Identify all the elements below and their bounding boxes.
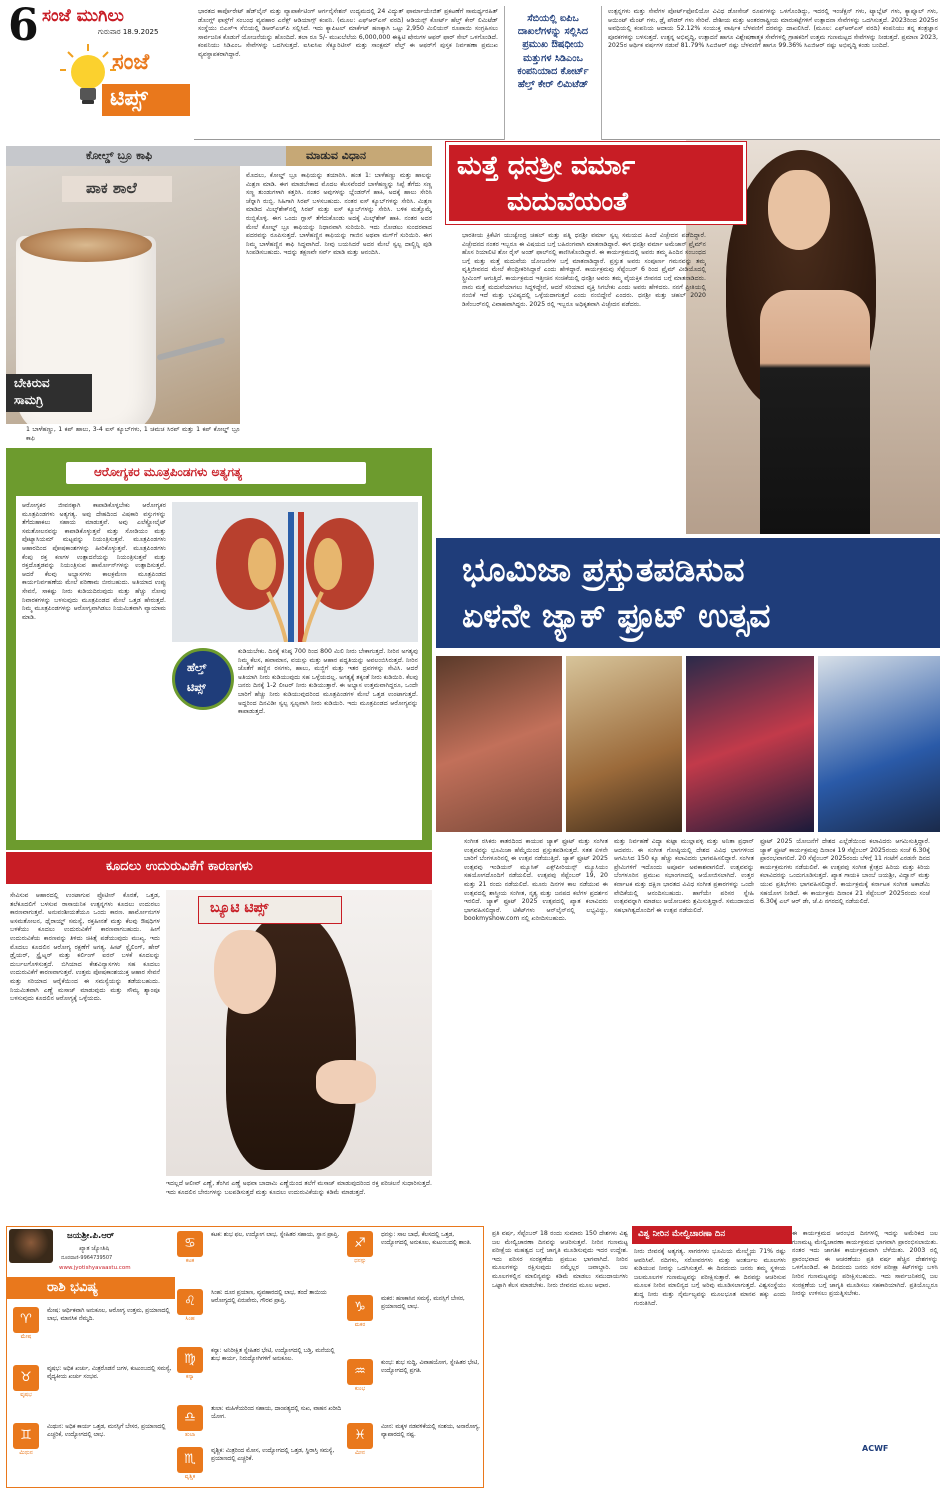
hair-caption: ಇದಲ್ಲದೆ ಆಲೀವ್ ಎಣ್ಣೆ, ತೆಂಗಿನ ಎಣ್ಣೆ ಅಥವಾ ಬಾದಾಮಿ ಎಣ್ಣೆಯಿಂದ ತಲೆಗೆ ಮಸಾಜ್ ಮಾಡುವುದರಿಂದ ರಕ್ತ ಪರಿಚಲನೆ ಸುಧಾರಿಸುತ್ತದೆ. ಇದು ಕೂದಲಿನ ಬೇರುಗಳನ್ನು ಬಲಪಡಿಸುತ್ತದೆ ಮತ್ತು ಕೂದಲು ಉದುರುವಿಕೆಯನ್ನು ಕಡಿಮೆ ಮಾಡುತ್ತದೆ. (166, 1180, 432, 1196)
ingredients-label-2: ಸಾಮಗ್ರಿ (14, 393, 44, 407)
zodiac-icon-11: ♒ (347, 1359, 373, 1385)
top-story-col3: ಉತ್ಪನ್ನಗಳು ಮತ್ತು ಸೇವೆಗಳ ಪೋರ್ಟ್‌ಫೋಲಿಯೋ ವಿವಿಧ ಡೋಸೇಜ್ ರೂಪಗಳನ್ನು ಒಳಗೊಂಡಿದ್ದು, ಇದರಲ್ಲಿ ಇಂಜೆಕ್ಷನ್ ಗಳು, ಟ್ಯಾಬ್ಲೆಟ್ ಗಳು, ಕ್ಯಾಪ್ಸೂಲ್ ಗಳು, ಆಯಿಂಟ್ ಮೆಂಟ್ ಗಳು, ಡ್ರೈ ಪೌಡರ್ ಗಳು ಸೇರಿವೆ. ದೇಶೀಯ ಮತ್ತು ಅಂತರರಾಷ್ಟ್ರೀಯ ಮಾರುಕಟ್ಟೆಗಳಿಗೆ ಉತ್ಪಾದನಾ ಸೇವೆಗಳನ್ನು ಒದಗಿಸುತ್ತದೆ. 2023ರಿಂದ 2025ರ ಅವಧಿಯಲ್ಲಿ ಕಂಪನಿಯ ಆದಾಯ 52.12% ಸಂಯುಕ್ತ ವಾರ್ಷಿಕ ಬೆಳವಣಿಗೆ ದರವನ್ನು ದಾಖಲಿಸಿದೆ. (ಮೂಲ: ಎಫ್‌ಆರ್‌ಎಸ್ ವರದಿ) ಕಂಪನಿಯು ತನ್ನ ತಂತ್ರಜ್ಞಾನ ಪೂರಕಗಳನ್ನು ಬಳಸುತ್ತದೆ. ಉತ್ಪನ್ನ ಅಭಿವೃದ್ಧಿ, ಉತ್ಪಾದನೆ ಹಾಗೂ ವಿಶ್ಲೇಷಣಾತ್ಮಕ ಸೇವೆಗಳಲ್ಲಿ ಗ್ರಾಹಕರಿಗೆ ಉತ್ತಮ ಗುಣಮಟ್ಟದ ಸೇವೆಗಳನ್ನು ನೀಡುತ್ತದೆ. ಪ್ರಮಾಣ 2023, 2025ರ ಆರ್ಥಿಕ ವರ್ಷಗಳ ನಡುವೆ 81.79% ಸಿಎಜಿಆರ್ ನಷ್ಟು ಬೆಳವಣಿಗೆ ಹಾಗೂ 99.36% ಸಿಎಜಿಆರ್ ನಷ್ಟು ಅಭಿವೃದ್ಧಿ ಕಂಡು ಬಂದಿದೆ. (608, 8, 938, 50)
jackfruit-section (436, 538, 940, 1224)
health-badge-1: ಹೆಲ್ತ್ (187, 661, 207, 674)
zodiac-icon-3: ♊ (13, 1423, 39, 1449)
jackfruit-col2: ಮತ್ತು ನಿರ್ವಹಣೆ ವಿದ್ಯಾ ಕುಟ್ಟಾ ಮುಲ್ಲಾಪಳ್ಳಿ ಮತ್ತು ಅನಿತಾ ಪ್ರಧಾನ್ ಆದವರು. ಈ ಸಂಗೀತ ಗೋಷ್ಠಿಯಲ್ಲಿ ದೇಶದ ವಿವಿಧ ಭಾಗಗಳಿಂದ ಆಗಮಿಸಿದ 150 ಕ್ಕೂ ಹೆಚ್ಚು ಕಲಾವಿದರು ಭಾಗವಹಿಸಲಿದ್ದಾರೆ. ಸಂಗೀತ ಪ್ರೇಮಿಗಳಿಗೆ ಇದೊಂದು ಅಪೂರ್ವ ಅವಕಾಶವಾಗಲಿದೆ. ಉತ್ಸವವನ್ನು ಬೆಂಗಳೂರಿನ ಪ್ರಮುಖ ಸಭಾಂಗಣದಲ್ಲಿ ಆಯೋಜಿಸಲಾಗಿದೆ. ಉತ್ತರ ಕರ್ನಾಟಕ ಮತ್ತು ದಕ್ಷಿಣ ಭಾರತದ ವಿವಿಧ ಸಂಗೀತ ಪ್ರಕಾರಗಳನ್ನು ಒಂದೇ ವೇದಿಕೆಯಲ್ಲಿ ಆನಂದಿಸಬಹುದು. ಹಾಗೆಯೇ ಪರಿಸರ ಸ್ನೇಹಿ ಉತ್ಸವವನ್ನಾಗಿ ಮಾಡಲು ಆಯೋಜಕರು ಶ್ರಮಿಸುತ್ತಿದ್ದಾರೆ. ಸಮುದಾಯದ ಸಹಭಾಗಿತ್ವದೊಂದಿಗೆ ಈ ಉತ್ಸವ ನಡೆಯಲಿದೆ. (614, 838, 754, 914)
astrologer-name: ಜಯಶ್ರೀ.ಪಿ.ಆರ್ (67, 1231, 115, 1241)
water-day-col2: ನೀರು ಜೀವನಕ್ಕೆ ಅತ್ಯಗತ್ಯ. ಸಾಗರಗಳು ಭೂಮಿಯ ಮೇಲ್ಮೈಯ 71% ರಷ್ಟು ಆವರಿಸಿವೆ. ನದಿಗಳು, ಸರೋವರಗಳು ಮತ್ತು ಅಂತರ್ಜಲ ಮೂಲಗಳು ಕುಡಿಯುವ ನೀರನ್ನು ಒದಗಿಸುತ್ತವೆ. ಈ ದಿನದಂದು ಜನರು ತಮ್ಮ ಸ್ಥಳೀಯ ಜಲಮೂಲಗಳ ಗುಣಮಟ್ಟವನ್ನು ಪರೀಕ್ಷಿಸುತ್ತಾರೆ. ಈ ದಿನವನ್ನು ಆಚರಿಸುವ ಮೂಲಕ ನೀರಿನ ಮಾಲಿನ್ಯದ ಬಗ್ಗೆ ಅರಿವು ಮೂಡಿಸಲಾಗುತ್ತದೆ. ವಿಶ್ವಸಂಸ್ಥೆಯು ಶುದ್ಧ ನೀರು ಮತ್ತು ನೈರ್ಮಲ್ಯವನ್ನು ಮೂಲಭೂತ ಮಾನವ ಹಕ್ಕು ಎಂದು ಗುರುತಿಸಿದೆ. (634, 1248, 786, 1307)
jackfruit-photos (436, 656, 940, 832)
zodiac-name: ಕನ್ಯಾ (185, 1374, 195, 1380)
astrologer-title: ಖ್ಯಾತ ಜ್ಯೋತಿಷಿ (79, 1245, 110, 1252)
zodiac-name: ವೃಶ್ಚಿಕ (184, 1474, 196, 1480)
zodiac-name: ಕುಂಭ (354, 1386, 366, 1392)
artist-photo-violin (566, 656, 682, 832)
jackfruit-title-1: ಭೂಮಿಜಾ ಪ್ರಸ್ತುತಪಡಿಸುವ (462, 550, 745, 589)
zodiac-text: ಧನಸ್ಸು: ಸಾಲ ಬಾಧೆ, ಕೆಲಸದಲ್ಲಿ ಒತ್ತಡ, ಉದ್ಯೋಗದಲ್ಲಿ ಅನುಕೂಲ, ಕುಟುಂಬದಲ್ಲಿ ಶಾಂತಿ. (381, 1232, 472, 1246)
date-line: ಗುರುವಾರ 18.9.2025 (98, 28, 159, 36)
water-day-col1: ಪ್ರತಿ ವರ್ಷ, ಸೆಪ್ಟೆಂಬರ್ 18 ರಂದು ಸುಮಾರು 150 ದೇಶಗಳು ವಿಶ್ವ ಜಲ ಮೇಲ್ವಿಚಾರಣಾ ದಿನವನ್ನು ಆಚರಿಸುತ್ತವೆ. ನೀರಿನ ಗುಣಮಟ್ಟ ಪರೀಕ್ಷೆಯ ಮಹತ್ವದ ಬಗ್ಗೆ ಜಾಗೃತಿ ಮೂಡಿಸುವುದು ಇದರ ಉದ್ದೇಶ. ಇದು ಪರಿಸರ ಸಂರಕ್ಷಣೆಯ ಪ್ರಮುಖ ಭಾಗವಾಗಿದೆ. ನೀರಿನ ಮೂಲಗಳನ್ನು ರಕ್ಷಿಸುವುದು ನಮ್ಮೆಲ್ಲರ ಜವಾಬ್ದಾರಿ. ಜಲ ಮೂಲಗಳಲ್ಲಿನ ಮಾಲಿನ್ಯವನ್ನು ಕಡಿಮೆ ಮಾಡಲು ಸಮುದಾಯಗಳು ಒಟ್ಟಾಗಿ ಕೆಲಸ ಮಾಡಬೇಕು. ನೀರು ಜೀವನದ ಮೂಲ ಆಧಾರ. (492, 1230, 628, 1289)
zodiac-name: ಮೀನ (355, 1450, 365, 1456)
zodiac-text: ಮೇಷ: ಆರ್ಥಿಕವಾಗಿ ಅನುಕೂಲ, ಆರೋಗ್ಯ ಉತ್ತಮ, ಪ್ರಯಾಣದಲ್ಲಿ ಲಾಭ, ಮಾನಸಿಕ ನೆಮ್ಮದಿ. (47, 1308, 170, 1322)
section-title-tips: ಟಿಪ್ಸ್ (110, 86, 148, 111)
zodiac-icon-7: ♎ (177, 1405, 203, 1431)
zodiac-text: ಸಿಂಹ: ದೂರ ಪ್ರಯಾಣ, ವ್ಯವಹಾರದಲ್ಲಿ ಲಾಭ, ತಂದೆ ತಾಯಿಯ ಆರೋಗ್ಯದಲ್ಲಿ ಏರುಪೇರು, ಗೌರವ ಪ್ರಾಪ್ತಿ. (211, 1290, 327, 1304)
zodiac-name: ಸಿಂಹ (185, 1316, 195, 1322)
jackfruit-col3: ಫ್ರೂಟ್ 2025 ಯೋಜನೆಗೆ ದೇಶದ ಎಲ್ಲೆಡೆಯಿಂದ ಕಲಾವಿದರು ಆಗಮಿಸುತ್ತಿದ್ದಾರೆ. ಜ್ಯಾಕ್ ಫ್ರೂಟ್ ಕಾರ್ಯಕ್ರಮವು ದಿನಾಂಕ 19 ಸೆಪ್ಟೆಂಬರ್ 2025ರಂದು ಸಂಜೆ 6.30ಕ್ಕೆ ಪ್ರಾರಂಭವಾಗಲಿದೆ. 20 ಸೆಪ್ಟೆಂಬರ್ 2025ರಂದು ಬೆಳಿಗ್ಗೆ 11 ಗಂಟೆಗೆ ಎರಡನೇ ದಿನದ ಕಾರ್ಯಕ್ರಮಗಳು ನಡೆಯಲಿವೆ. ಈ ಉತ್ಸವವು ಸಂಗೀತ ಕ್ಷೇತ್ರದ ಹಿರಿಯ ಮತ್ತು ಕಿರಿಯ ಕಲಾವಿದರನ್ನು ಒಂದುಗೂಡಿಸುತ್ತದೆ. ಖ್ಯಾತ ಗಾಯಕಿ ಬಾಂಬೆ ಜಯಶ್ರೀ, ವಿದ್ವಾನ್ ಮತ್ತು ಯುವ ಪ್ರತಿಭೆಗಳು ಭಾಗವಹಿಸಲಿದ್ದಾರೆ. ಕಾರ್ಯಕ್ರಮಕ್ಕೆ ಕರ್ನಾಟಕ ಸಂಗೀತ ಅಕಾಡೆಮಿ ಸಹಯೋಗ ನೀಡಿದೆ. ಈ ಕಾರ್ಯಕ್ರಮ ದಿನಾಂಕ 21 ಸೆಪ್ಟೆಂಬರ್ 2025ರಂದು ಸಂಜೆ 6.30ಕ್ಕೆ ಎಲ್ ಆರ್ ಡೇ, ಜೆ.ಪಿ ನಗರದಲ್ಲಿ ನಡೆಯಲಿದೆ. (760, 838, 930, 906)
kidney-title: ಆರೋಗ್ಯಕರ ಮೂತ್ರಪಿಂಡಗಳು ಅತ್ಯಗತ್ಯ (94, 465, 242, 479)
artist-photo-guitar (818, 656, 940, 832)
jackfruit-col1: ಸಂಗೀತ ರಸಿಕರು ಕಾತರದಿಂದ ಕಾಯುವ ಜ್ಯಾಕ್ ಫ್ರೂಟ್ ಮತ್ತು ಸಂಗೀತ ಉತ್ಸವವನ್ನು ಭೂಮಿಜಾ ಹೆಮ್ಮೆಯಿಂದ ಪ್ರಸ್ತುತಪಡಿಸುತ್ತದೆ. ಸತತ ಏಳನೇ ಬಾರಿಗೆ ಬೆಂಗಳೂರಿನಲ್ಲಿ ಈ ಉತ್ಸವ ನಡೆಯುತ್ತಿದೆ. ಜ್ಯಾಕ್ ಫ್ರೂಟ್ 2025 ಉತ್ಸವವು ಇಂಡಿಯನ್ ಮ್ಯೂಸಿಕ್ ಎಕ್ಸ್‌ಪೀರಿಯನ್ಸ್ ಮ್ಯೂಸಿಯಂ ಸಹಯೋಗದೊಂದಿಗೆ ನಡೆಯಲಿದೆ. ಉತ್ಸವವು ಸೆಪ್ಟೆಂಬರ್ 19, 20 ಮತ್ತು 21 ರಂದು ನಡೆಯಲಿದೆ. ಮೂರು ದಿನಗಳ ಕಾಲ ನಡೆಯುವ ಈ ಉತ್ಸವದಲ್ಲಿ ಶಾಸ್ತ್ರೀಯ ಸಂಗೀತ, ನೃತ್ಯ ಮತ್ತು ಜನಪದ ಕಲೆಗಳ ಪ್ರದರ್ಶನ ಇರಲಿದೆ. ಜ್ಯಾಕ್ ಫ್ರೂಟ್ 2025 ಉತ್ಸವದಲ್ಲಿ ಖ್ಯಾತ ಕಲಾವಿದರು ಭಾಗವಹಿಸಲಿದ್ದಾರೆ. ಟಿಕೆಟ್‌ಗಳು ಆನ್‌ಲೈನ್‌ನಲ್ಲಿ ಲಭ್ಯವಿದ್ದು, bookmyshow.com ನಲ್ಲಿ ಖರೀದಿಸಬಹುದು. (464, 838, 608, 923)
water-day-col3: ಈ ಕಾರ್ಯಕ್ರಮದ ಆರಂಭದ ದಿನಗಳಲ್ಲಿ ಇದನ್ನು ಅಮೆರಿಕದ ಜಲ ಗುಣಮಟ್ಟ ಮೇಲ್ವಿಚಾರಣಾ ಕಾರ್ಯಕ್ರಮದ ಭಾಗವಾಗಿ ಪ್ರಾರಂಭಿಸಲಾಯಿತು. ನಂತರ ಇದು ಜಾಗತಿಕ ಕಾರ್ಯಕ್ರಮವಾಗಿ ಬೆಳೆಯಿತು. 2003 ರಲ್ಲಿ ಪ್ರಾರಂಭವಾದ ಈ ಆಚರಣೆಯು ಪ್ರತಿ ವರ್ಷ ಹೆಚ್ಚಿನ ದೇಶಗಳನ್ನು ಒಳಗೊಂಡಿದೆ. ಈ ದಿನದಂದು ಜನರು ಸರಳ ಪರೀಕ್ಷಾ ಕಿಟ್‌ಗಳನ್ನು ಬಳಸಿ ನೀರಿನ ಗುಣಮಟ್ಟವನ್ನು ಪರೀಕ್ಷಿಸಬಹುದು. ಇದು ಸಾರ್ವಜನಿಕರಲ್ಲಿ ಜಲ ಸಂರಕ್ಷಣೆಯ ಬಗ್ಗೆ ಜಾಗೃತಿ ಮೂಡಿಸಲು ಸಹಕಾರಿಯಾಗಿದೆ. ಪ್ರತಿಯೊಬ್ಬರೂ ನೀರನ್ನು ಉಳಿಸಲು ಪ್ರಯತ್ನಿಸಬೇಕು. (792, 1230, 938, 1298)
zodiac-icon-8: ♏ (177, 1447, 203, 1473)
astrology-section (6, 1226, 484, 1488)
masthead (6, 0, 192, 142)
zodiac-text: ವೃಶ್ಚಿಕ: ಮಿತ್ರರಿಂದ ಮೋಸ, ಉದ್ಯೋಗದಲ್ಲಿ ಒತ್ತಡ, ಸ್ಥಿರಾಸ್ತಿ ಸಮಸ್ಯೆ, ಪ್ರಯಾಣದಲ್ಲಿ ಎಚ್ಚರಿಕೆ. (211, 1448, 335, 1462)
kidney-body-left: ಆರೋಗ್ಯಕರ ಜೀವನಕ್ಕಾಗಿ ಕಾಪಾಡಿಕೊಳ್ಳಬೇಕು ಆರೋಗ್ಯಕರ ಮೂತ್ರಪಿಂಡಗಳು ಅತ್ಯಗತ್ಯ. ಅವು ದೇಹದಿಂದ ವಿಷಕಾರಿ ವಸ್ತುಗಳನ್ನು ತೆಗೆದುಹಾಕಲು ಸಹಾಯ ಮಾಡುತ್ತವೆ. ಅವು ಎಲೆಕ್ಟ್ರೋಲೈಟ್ ಸಮತೋಲನವನ್ನು ಕಾಪಾಡಿಕೊಳ್ಳುತ್ತವೆ ಮತ್ತು ಸೋಡಿಯಂ ಮತ್ತು ಪೊಟ್ಯಾಸಿಯಮ್ ಮಟ್ಟವನ್ನು ನಿಯಂತ್ರಿಸುತ್ತವೆ. ಮೂತ್ರಪಿಂಡಗಳು ಆಹಾರದಿಂದ ಪೋಷಕಾಂಶಗಳನ್ನು ಹೀರಿಕೊಳ್ಳುತ್ತವೆ. ಮೂತ್ರಪಿಂಡಗಳು ಕೆಂಪು ರಕ್ತ ಕಣಗಳ ಉತ್ಪಾದನೆಯನ್ನು ನಿಯಂತ್ರಿಸುತ್ತವೆ ಮತ್ತು ರಕ್ತದೊತ್ತಡವನ್ನು ನಿಯಂತ್ರಿಸುವ ಹಾರ್ಮೋನ್‌ಗಳನ್ನು ಉತ್ಪಾದಿಸುತ್ತವೆ. ಆದರೆ ಕೆಲವು ಅಭ್ಯಾಸಗಳು ಕಾಲಕ್ರಮೇಣ ಮೂತ್ರಪಿಂಡದ ಕಾರ್ಯನಿರ್ವಹಣೆಯ ಮೇಲೆ ಪರಿಣಾಮ ಬೀರಬಹುದು. ಅತಿಯಾದ ಉಪ್ಪು ಸೇವನೆ, ಸಾಕಷ್ಟು ನೀರು ಕುಡಿಯದಿರುವುದು ಮತ್ತು ಹೆಚ್ಚು ನೋವು ನಿವಾರಕಗಳನ್ನು ಬಳಸುವುದು ಮೂತ್ರಪಿಂಡದ ಮೇಲೆ ಒತ್ತಡ ಹೇರುತ್ತದೆ. ನಿಮ್ಮ ಮೂತ್ರಪಿಂಡಗಳನ್ನು ಆರೋಗ್ಯವಾಗಿಡಲು ನಿಯಮಿತವಾಗಿ ವ್ಯಾಯಾಮ ಮಾಡಿ. (22, 502, 166, 621)
beauty-badge: ಬ್ಯೂಟಿ ಟಿಪ್ಸ್ (210, 900, 269, 916)
zodiac-text: ವೃಷಭ: ಅಧಿಕ ಖರ್ಚು, ಮಿತ್ರರೊಡನೆ ಜಗಳ, ಕುಟುಂಬದಲ್ಲಿ ಸಮಸ್ಯೆ, ವೈದ್ಯಕೀಯ ಖರ್ಚು ಸಂಭವ. (47, 1366, 172, 1380)
zodiac-icon-4: ♋ (177, 1231, 203, 1257)
top-story-headline: ಸೆಬಿಯಲ್ಲಿ ಐಪಿಒ ದಾಖಲೆಗಳನ್ನು ಸಲ್ಲಿಸಿದ ಪ್ರಮುಖ ಔಷಧೀಯ ಮತ್ತುಗಳ ಸಿಡಿಎಂಒ ಕಂಪನಿಯಾದ ಕೋರ್ಟ್ ಹೆಲ್ತ್ ಕೇರ್ ಲಿಮಿಟೆಡ್ (517, 13, 589, 91)
paper-name: ಸಂಜೆ ಮುಗಿಲು (42, 6, 124, 26)
zodiac-icon-5: ♌ (177, 1289, 203, 1315)
zodiac-name: ತುಲಾ (184, 1432, 196, 1438)
coffee-method-text: ಮೊದಲು, ಕೋಲ್ಡ್ ಬ್ರೂ ಕಾಫಿಯನ್ನು ತಯಾರಿಸಿ. ಹಂತ 1: ಬಾಳೆಹಣ್ಣು ಮತ್ತು ಹಾಲನ್ನು ಮಿಶ್ರಣ ಮಾಡಿ. ಈಗ ಮಾಡಬೇಕಾದ ಮೊದಲ ಕೆಲಸವೆಂದರೆ ಬಾಳೆಹಣ್ಣನ್ನು ಸಿಪ್ಪೆ ತೆಗೆದು ಸಣ್ಣ ಸಣ್ಣ ತುಂಡುಗಳಾಗಿ ಕತ್ತರಿಸಿ. ನಂತರ ಅವುಗಳನ್ನು ಬ್ಲೆಂಡರ್‌ಗೆ ಹಾಕಿ, ಅದಕ್ಕೆ ಹಾಲು ಸೇರಿಸಿ ಚೆನ್ನಾಗಿ ರುಬ್ಬಿ. ಸಿಹಿಗಾಗಿ ಸಿರಪ್ ಬಳಸಬಹುದು. ನಂತರ ಐಸ್ ಕ್ಯೂಬ್‌ಗಳನ್ನು ಸೇರಿಸಿ. ಮಿಶ್ರಣ ಮಾಡಿದ ಮಿಲ್ಕ್‌ಶೇಕ್‌ನಲ್ಲಿ ಸಿರಪ್ ಮತ್ತು ಐಸ್ ಕ್ಯೂಬ್‌ಗಳನ್ನು ಸೇರಿಸಿ. ಬಳಿಕ ಮತ್ತೊಮ್ಮೆ ರುಬ್ಬಿಕೊಳ್ಳಿ. ಈಗ ಒಂದು ಗ್ಲಾಸ್ ತೆಗೆದುಕೊಂಡು ಅದಕ್ಕೆ ಮಿಲ್ಕ್‌ಶೇಕ್ ಹಾಕಿ. ನಂತರ ಅದರ ಮೇಲೆ ಕೋಲ್ಡ್ ಬ್ರೂ ಕಾಫಿಯನ್ನು ನಿಧಾನವಾಗಿ ಸುರಿಯಿರಿ. ಇದು ನೋಡಲು ಸುಂದರವಾದ ಪದರವನ್ನು ರೂಪಿಸುತ್ತದೆ. ಬಾಳೆಹಣ್ಣಿನ ಕಾಫಿಯನ್ನು ಗಾಜಿನ ಅಥವಾ ಮಗ್‌ಗೆ ಸುರಿಯಿರಿ. ಈಗ ನಿಮ್ಮ ಬಾಳೆಹಣ್ಣಿನ ಕಾಫಿ ಸಿದ್ಧವಾಗಿದೆ. ನೀವು ಬಯಸಿದರೆ ಅದರ ಮೇಲೆ ಸ್ವಲ್ಪ ದಾಲ್ಚಿನ್ನಿ ಪುಡಿ ಸಿಂಪಡಿಸಬಹುದು. ಇದನ್ನು ತಕ್ಷಣವೇ ಸರ್ವ್ ಮಾಡಿ ಮತ್ತು ಆನಂದಿಸಿ. (246, 172, 432, 257)
astrologer-phone: ದೂರವಾಣಿ-9964739507 (61, 1255, 113, 1261)
zodiac-icon-6: ♍ (177, 1347, 203, 1373)
ingredients-text: 1 ಬಾಳೆಹಣ್ಣು, 1 ಕಪ್ ಹಾಲು, 3-4 ಐಸ್ ಕ್ಯೂಬ್‌ಗಳು, 1 ಚಮಚ ಸಿರಪ್ ಮತ್ತು 1 ಕಪ್ ಕೋಲ್ಡ್ ಬ್ರೂ ಕಾಫಿ (26, 426, 240, 442)
zodiac-text: ಮೀನ: ಮಕ್ಕಳ ನಡವಳಿಕೆಯಲ್ಲಿ ಸಂಶಯ, ಅನಾರೋಗ್ಯ, ವ್ಯಾಪಾರದಲ್ಲಿ ನಷ್ಟ. (381, 1424, 481, 1438)
kidney-section (6, 448, 432, 850)
astrologer-website: www.jyotishyavaastu.com (59, 1265, 131, 1271)
kidney-body-right: ಕುಡಿಯಬೇಕು. ದಿನಕ್ಕೆ ಕನಿಷ್ಠ 700 ರಿಂದ 800 ಮಿಲಿ ನೀರು ಬೇಕಾಗುತ್ತದೆ. ನೀರಿನ ಅಗತ್ಯವು ನಿಮ್ಮ ಕೆಲಸ, ಹವಾಮಾನ, ವಯಸ್ಸು ಮತ್ತು ಆಹಾರ ಪದ್ಧತಿಯನ್ನು ಅವಲಂಬಿಸಿರುತ್ತದೆ. ನೀರಿನ ಜೊತೆಗೆ ಹಣ್ಣಿನ ರಸಗಳು, ಹಾಲು, ಮಜ್ಜಿಗೆ ಮತ್ತು ಇತರ ದ್ರವಗಳನ್ನು ಸೇವಿಸಿ. ಆದರೆ ಅತಿಯಾಗಿ ನೀರು ಕುಡಿಯುವುದು ಸಹ ಒಳ್ಳೆಯದಲ್ಲ. ಅಗತ್ಯಕ್ಕೆ ತಕ್ಕಂತೆ ನೀರು ಕುಡಿಯಿರಿ. ಕೆಲವು ಜನರು ದಿನಕ್ಕೆ 1-2 ಲೀಟರ್ ನೀರು ಕುಡಿಯುತ್ತಾರೆ. ಈ ಅಭ್ಯಾಸ ಉತ್ತಮವಾಗಿದ್ದರೂ, ಒಂದೇ ಬಾರಿಗೆ ಹೆಚ್ಚು ನೀರು ಕುಡಿಯುವುದರಿಂದ ಮೂತ್ರಪಿಂಡಗಳ ಮೇಲೆ ಒತ್ತಡ ಉಂಟಾಗುತ್ತದೆ. ಅದ್ದರಿಂದ ದಿನವಿಡೀ ಸ್ವಲ್ಪ ಸ್ವಲ್ಪವಾಗಿ ನೀರು ಕುಡಿಯಿರಿ. ಇದು ಮೂತ್ರಪಿಂಡದ ಆರೋಗ್ಯವನ್ನು ಕಾಪಾಡುತ್ತದೆ. (238, 648, 418, 716)
hair-body: ಸೇವಿಸುವ ಆಹಾರದಲ್ಲಿ ಉಂಟಾಗುವ ಪ್ರೊಟೀನ್ ಕೊರತೆ, ಒತ್ತಡ, ತಲೆಕೂದಲಿಗೆ ಬಳಸುವ ರಾಸಾಯನಿಕ ಉತ್ಪನ್ನಗಳು ಕೂದಲು ಉದುರಲು ಕಾರಣವಾಗುತ್ತವೆ. ಅನುವಂಶೀಯತೆಯೂ ಒಂದು ಕಾರಣ. ಹಾರ್ಮೋನುಗಳ ಅಸಮತೋಲನ, ಥೈರಾಯ್ಡ್ ಸಮಸ್ಯೆ, ರಕ್ತಹೀನತೆ ಮತ್ತು ಕೆಲವು ಔಷಧಿಗಳ ಬಳಕೆಯು ಕೂದಲು ಉದುರುವಿಕೆಗೆ ಕಾರಣವಾಗಬಹುದು. ಹೀಗೆ ಉದುರುವಿಕೆಯ ಕಾರಣವನ್ನು ತಿಳಿದು ಚಿಕಿತ್ಸೆ ಪಡೆಯುವುದು ಮುಖ್ಯ. ಇದು ಮೊದಲು ಕೂದಲಿನ ಆರೋಗ್ಯ ರಕ್ಷಣೆಗೆ ಅಗತ್ಯ. ಹೀಟ್ ಸ್ಟೈಲಿಂಗ್, ಹೇರ್ ಡ್ರೈಯರ್, ಸ್ಟ್ರೈಟ್ನರ್ ಮತ್ತು ಕರ್ಲಿಂಗ್ ಐರನ್ ಬಳಕೆ ಕೂದಲನ್ನು ದುರ್ಬಲಗೊಳಿಸುತ್ತದೆ. ಬಿಗಿಯಾದ ಕೇಶವಿನ್ಯಾಸಗಳು ಸಹ ಕೂದಲು ಉದುರುವಿಕೆಗೆ ಕಾರಣವಾಗುತ್ತವೆ. ಉತ್ತಮ ಪೋಷಕಾಂಶಯುಕ್ತ ಆಹಾರ ಸೇವನೆ ಮತ್ತು ಸರಿಯಾದ ಆರೈಕೆಯಿಂದ ಈ ಸಮಸ್ಯೆಯನ್ನು ತಡೆಯಬಹುದು. ನಿಯಮಿತವಾಗಿ ಎಣ್ಣೆ ಮಸಾಜ್ ಮಾಡುವುದು ಮತ್ತು ಸೌಮ್ಯ ಶ್ಯಾಂಪೂ ಬಳಸುವುದು ಕೂದಲಿನ ಆರೋಗ್ಯಕ್ಕೆ ಒಳ್ಳೆಯದು. (10, 892, 160, 1003)
zodiac-name: ಧನಸ್ಸು (354, 1258, 366, 1264)
coffee-title: ಕೋಲ್ಡ್ ಬ್ರೂ ಕಾಫಿ (86, 149, 153, 162)
kidney-content (16, 496, 422, 840)
zodiac-icon-1: ♈ (13, 1307, 39, 1333)
top-story-col1: ಭಾರತದ ಕಾರ್ಪೊರೇಟ್ ಹೆಡ್‌ಲೈನ್ ಮತ್ತು ವ್ಯಾಪಾರ್ಕೆಟಿಂಗ್ ಆರ್ಗನೈಸೇಶನ್ ಉದ್ಯಮದಲ್ಲಿ 24 ವಿದ್ಯುತ್ ಫಾರ್ಮಾಯೇಜಿತ್ ಪ್ರಕಟಣೆಗೆ ಸಾಮರ್ಥ್ಯರಹಿತ್ ಡೊಂಗ್ಲ್ ಫಾಸ್ಟ್‌ಗೆ ಸಂಬಂಧ ವ್ಯವಹಾರ ಎನೆಕ್ಸ್ ಆಡಿಯಾಗ್ಸ್ ಕಂಪನಿ. (ಮೂಲ: ಎಫ್‌ಆರ್‌ಎಸ್ ವರದಿ) ಆಡಿಯನ್ಸ್ ಕೋರ್ಟ್ ಹೆಲ್ತ್ ಕೇರ್ ಲಿಮಿಟೆಡ್ ಸಂಸ್ಥೆಯು ಬಿಎಸ್‌ಇ ಸೆಬಿಯಲ್ಲಿ ಡಿಆರ್‌ಎಚ್‌ಪಿ ಸಲ್ಲಿಸಿದೆ. ಇದು ಕ್ಯಾಪಿಟಲ್ ಮಾರ್ಕೆಟ್ ಹಣಕ್ಕಾಗಿ ಒಟ್ಟು 2,950 ಮಿಲಿಯನ್ ರೂಪಾಯಿ ಸಂಗ್ರಹಿಸಲು ಸಾರ್ವಜನಿಕ ಕೊಡುಗೆ ಯೋಜನೆಯನ್ನು ಹೊಂದಿದೆ. ತಲಾ ರೂ 5/- ಮುಖಬೆಲೆಯ 6,000,000 ಈಕ್ವಿಟಿ ಷೇರುಗಳ ಆಫರ್ ಫಾರ್ ಸೇಲ್ ಒಳಗೊಂಡಿದೆ. ಕಂಪನಿಯು ಸಿಡಿಎಂಒ ಸೇವೆಗಳನ್ನು ಒದಗಿಸುತ್ತದೆ. ಐಸಿಐಸಿಐ ಸೆಕ್ಯೂರಿಟೀಸ್ ಮತ್ತು ಸಾಂಕ್ಟಮ್ ವೆಲ್ತ್ ಈ ಆಫರ್‌ಗೆ ಪುಸ್ತಕ ನಿರ್ವಹಣಾ ಪ್ರಮುಖ ವ್ಯವಸ್ಥಾಪಕರಾಗಿದ್ದಾರೆ. (198, 8, 498, 58)
zodiac-name: ಕಟಕ (185, 1258, 195, 1264)
dhanashree-body: ಭಾರತೀಯ ಕ್ರಿಕೆಟಿಗ ಯುಜ್ವೇಂದ್ರ ಚಹಲ್ ಮತ್ತು ಪತ್ನಿ ಧನಶ್ರೀ ವರ್ಮಾ ಸ್ವಲ್ಪ ಸಮಯದ ಹಿಂದೆ ವಿಚ್ಛೇದನ ಪಡೆದಿದ್ದಾರೆ. ವಿಚ್ಛೇದನದ ನಂತರ ಇಬ್ಬರೂ ಈ ವಿಷಯದ ಬಗ್ಗೆ ಬಹಿರಂಗವಾಗಿ ಮಾತನಾಡಿದ್ದಾರೆ. ಈಗ ಧನಶ್ರೀ ವರ್ಮಾ ಅಮೆಜಾನ್ ಪ್ರೈಮ್‌ನ ಹೊಸ ರಿಯಾಲಿಟಿ ಶೋ ರೈಸ್ ಅಂಡ್ ಫಾಲ್‌ನಲ್ಲಿ ಕಾಣಿಸಿಕೊಂಡಿದ್ದಾರೆ. ಈ ಕಾರ್ಯಕ್ರಮದಲ್ಲಿ ಅವರು ತಮ್ಮ ಹಿಂದಿನ ಸಂಬಂಧದ ಬಗ್ಗೆ ಮತ್ತು ಮತ್ತೆ ಮದುವೆಯ ಯೋಜನೆಗಳ ಬಗ್ಗೆ ಮಾತನಾಡಿದ್ದಾರೆ. ಪ್ರಸ್ತುತ ಅವರು ಸಂಪೂರ್ಣ ಗಮನವನ್ನು ತಮ್ಮ ವೃತ್ತಿಜೀವನದ ಮೇಲೆ ಕೇಂದ್ರೀಕರಿಸಿದ್ದಾರೆ ಎಂದು ಹೇಳಿದ್ದಾರೆ. ಕಾರ್ಯಕ್ರಮವು ಸೆಪ್ಟೆಂಬರ್ 6 ರಿಂದ ಪ್ರೈಮ್ ವೀಡಿಯೊದಲ್ಲಿ ಸ್ಟ್ರೀಮಿಂಗ್ ಆಗುತ್ತಿದೆ. ಕಾರ್ಯಕ್ರಮದ ಇತ್ತೀಚಿನ ಸಂಚಿಕೆಯಲ್ಲಿ ಧನಶ್ರೀ ಅವರು ತಮ್ಮ ವೈಯಕ್ತಿಕ ಜೀವನದ ಬಗ್ಗೆ ಮಾತನಾಡಿದರು. ನಾನು ಮತ್ತೆ ಮದುವೆಯಾಗಲು ಸಿದ್ಧಳಿದ್ದೇನೆ, ಆದರೆ ಸರಿಯಾದ ವ್ಯಕ್ತಿ ಸಿಗಬೇಕು ಎಂದು ಅವರು ಹೇಳಿದರು. ನನಗೆ ಪ್ರೀತಿಯಲ್ಲಿ ನಂಬಿಕೆ ಇದೆ ಮತ್ತು ಭವಿಷ್ಯದಲ್ಲಿ ಒಳ್ಳೆಯದಾಗುತ್ತದೆ ಎಂದು ನಂಬಿದ್ದೇನೆ ಎಂದರು. ಧನಶ್ರೀ ಮತ್ತು ಚಹಲ್ 2020 ಡಿಸೆಂಬರ್‌ನಲ್ಲಿ ವಿವಾಹವಾಗಿದ್ದರು. 2025 ರಲ್ಲಿ ಇಬ್ಬರೂ ಅಧಿಕೃತವಾಗಿ ವಿಚ್ಛೇದನ ಪಡೆದರು. (462, 232, 706, 308)
coffee-section (6, 146, 432, 444)
artist-photo-veena (436, 656, 562, 832)
zodiac-icon-12: ♓ (347, 1423, 373, 1449)
dhanashree-title-box (446, 142, 746, 224)
zodiac-text: ತುಲಾ: ಮಹಿಳೆಯರಿಂದ ಸಹಾಯ, ದಾಂಪತ್ಯದಲ್ಲಿ ಸುಖ, ವಾಹನ ಖರೀದಿ ಯೋಗ. (211, 1406, 341, 1420)
health-badge (172, 648, 234, 710)
zodiac-name: ವೃಷಭ (20, 1392, 32, 1398)
artist-photo-singer (686, 656, 814, 832)
woman-face-hair (214, 930, 276, 1014)
zodiac-name: ಮೇಷ (20, 1334, 32, 1340)
coffee-foam (20, 228, 152, 262)
water-day-section (488, 1226, 940, 1488)
woman-face (768, 170, 830, 250)
coffee-method-title: ಮಾಡುವ ವಿಧಾನ (306, 149, 366, 162)
top-story (194, 6, 940, 140)
zodiac-text: ಕನ್ಯಾ: ಅನಿರೀಕ್ಷಿತ ಸ್ನೇಹಿತರ ಭೇಟಿ, ಉದ್ಯೋಗದಲ್ಲಿ ಬಡ್ತಿ, ಮನೆಯಲ್ಲಿ ಶುಭ ಕಾರ್ಯ, ನಿರುದ್ಯೋಗಿಗಳಿಗೆ ಅನುಕೂಲ. (211, 1348, 335, 1362)
zodiac-name: ಮಿಥುನ (19, 1450, 33, 1456)
dhanashree-title-1: ಮತ್ತೆ ಧನಶ್ರೀ ವರ್ಮಾ (457, 151, 636, 181)
woman-hand (316, 1060, 376, 1104)
coffee-spoon (156, 337, 225, 361)
water-day-title: ವಿಶ್ವ ನೀರಿನ ಮೇಲ್ವಿಚಾರಣಾ ದಿನ (638, 1229, 726, 1239)
hair-title: ಕೂದಲು ಉದುರುವಿಕೆಗೆ ಕಾರಣಗಳು (106, 859, 253, 874)
zodiac-grid (7, 1227, 485, 1489)
zodiac-icon-2: ♉ (13, 1365, 39, 1391)
zodiac-text: ಮಕರ: ಹಣಕಾಸಿನ ಸಮಸ್ಯೆ, ಮನಸ್ಸಿಗೆ ಬೇಸರ, ಪ್ರಯಾಣದಲ್ಲಿ ಲಾಭ. (381, 1296, 465, 1310)
dhanashree-section (436, 140, 940, 534)
zodiac-icon-9: ♐ (347, 1231, 373, 1257)
health-badge-2: ಟಿಪ್ಸ್ (187, 681, 206, 694)
woman-body (760, 290, 870, 534)
kidney-image (172, 502, 418, 642)
zodiac-text: ಕಟಕ: ಶುಭ ಫಲ, ಉದ್ಯೋಗ ಲಾಭ, ಸ್ನೇಹಿತರ ಸಹಾಯ, ಸ್ಥಾನ ಪ್ರಾಪ್ತಿ. (211, 1232, 340, 1238)
coffee-title-bar (6, 146, 432, 166)
dhanashree-title-2: ಮದುವೆಯಂತೆ (507, 187, 628, 217)
horoscope-title: ರಾಶಿ ಭವಿಷ್ಯ (47, 1280, 99, 1295)
kitchen-label: ಪಾಕ ಶಾಲೆ (86, 179, 137, 197)
jackfruit-title-2: ಏಳನೇ ಜ್ಯಾಕ್ ಫ್ರೂಟ್ ಉತ್ಸವ (462, 596, 771, 635)
hair-image (166, 890, 432, 1176)
zodiac-text: ಕುಂಭ: ಶುಭ ಸುದ್ದಿ, ವಿವಾಹಯೋಗ, ಸ್ನೇಹಿತರ ಭೇಟಿ, ಉದ್ಯೋಗದಲ್ಲಿ ಪ್ರಗತಿ. (381, 1360, 480, 1374)
zodiac-icon-10: ♑ (347, 1295, 373, 1321)
ingredients-label-1: ಬೇಕಿರುವ (14, 376, 50, 390)
hair-section (6, 852, 432, 1222)
top-story-headline-box (504, 6, 602, 140)
acwf-label: ACWF (862, 1444, 889, 1453)
zodiac-text: ಮಿಥುನ: ಅಧಿಕ ಕಾರ್ಯ ಒತ್ತಡ, ಮನಸ್ಸಿಗೆ ಬೇಸರ, ಪ್ರಯಾಣದಲ್ಲಿ ಎಚ್ಚರಿಕೆ, ಉದ್ಯೋಗದಲ್ಲಿ ಲಾಭ. (47, 1424, 166, 1438)
page-number: 6 (8, 0, 39, 51)
section-title-sanje: ಸಂಜೆ (112, 50, 150, 75)
zodiac-name: ಮಕರ (354, 1322, 366, 1328)
